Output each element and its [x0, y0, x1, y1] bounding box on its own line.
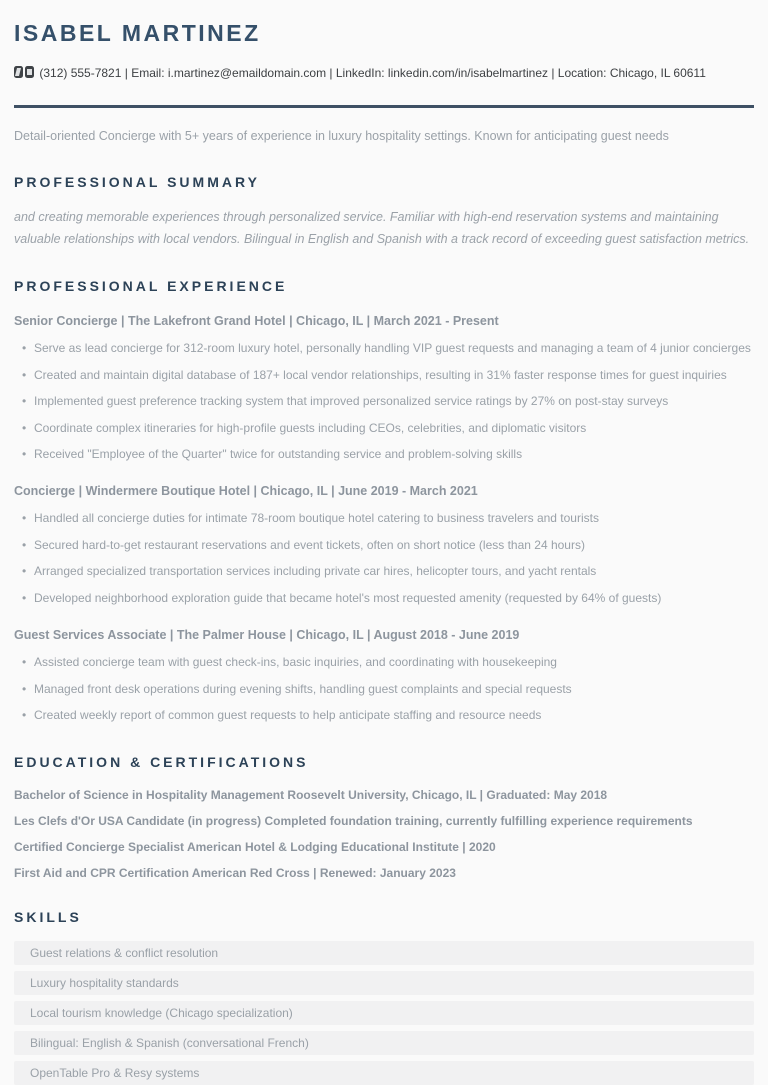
job-bullet-list — [14, 339, 754, 464]
skill-item: Luxury hospitality standards — [14, 971, 754, 995]
section-heading-skills: SKILLS — [14, 908, 82, 925]
skill-item: Bilingual: English & Spanish (conversational French) — [14, 1031, 754, 1055]
job-bullet-list — [14, 509, 754, 608]
job-bullet: • Developed neighborhood exploration guide that became hotel's most requested amenity (requested by 64% of guests) — [22, 589, 754, 608]
contact-line — [14, 66, 754, 80]
job-bullet: • Handled all concierge duties for intimate 78-room boutique hotel catering to business travelers and tourists — [22, 509, 754, 528]
job-bullet: • Created and maintain digital database of 187+ local vendor relationships, resulting in 31% faster response times for guest inquiries — [22, 366, 754, 385]
education-item: First Aid and CPR Certification American Red Cross | Renewed: January 2023 — [14, 865, 456, 880]
skill-item: OpenTable Pro & Resy systems — [14, 1061, 754, 1085]
summary-text: and creating memorable experiences through personalized service. Familiar with high-end reservation systems and maintaining valuable relationships with local vendors. Bilingual in English and Spanish with a track record of exceeding guest satisfaction metrics. — [14, 209, 750, 246]
education-list — [14, 787, 754, 881]
education-item: Bachelor of Science in Hospitality Management Roosevelt University, Chicago, IL | Graduated: May 2018 — [14, 787, 608, 802]
section-heading-experience: PROFESSIONAL EXPERIENCE — [14, 278, 288, 295]
section-heading-summary: PROFESSIONAL SUMMARY — [14, 173, 260, 190]
page-title: ISABEL MARTINEZ — [14, 20, 261, 46]
intro-text: Detail-oriented Concierge with 5+ years of experience in luxury hospitality settings. Known for anticipating guest needs — [14, 129, 669, 143]
skills-list — [14, 941, 754, 1085]
job-title: Guest Services Associate | The Palmer House | Chicago, IL | August 2018 - June 2019 — [14, 628, 520, 643]
job-bullet: • Serve as lead concierge for 312-room luxury hotel, personally handling VIP guest requests and managing a team of 4 junior concierges — [22, 339, 754, 358]
job-bullet: • Received "Employee of the Quarter" twice for outstanding service and problem-solving skills — [22, 445, 754, 464]
job-bullet: • Managed front desk operations during evening shifts, handling guest complaints and special requests — [22, 680, 754, 699]
job-bullet: • Created weekly report of common guest requests to help anticipate staffing and resource needs — [22, 706, 754, 725]
job-bullet: • Assisted concierge team with guest check-ins, basic inquiries, and coordinating with housekeeping — [22, 653, 754, 672]
job-bullet-list — [14, 653, 754, 725]
section-heading-education: EDUCATION & CERTIFICATIONS — [14, 753, 309, 770]
job-bullet: • Coordinate complex itineraries for high-profile guests including CEOs, celebrities, and diplomatic visitors — [22, 419, 754, 438]
education-item: Certified Concierge Specialist American Hotel & Lodging Educational Institute | 2020 — [14, 839, 496, 854]
contact-text: (312) 555-7821 | Email: i.martinez@emaildomain.com | LinkedIn: linkedin.com/in/isabelmartinez | Location: Chicago, IL 60611 — [39, 66, 706, 80]
job-bullet: • Implemented guest preference tracking system that improved personalized service ratings by 27% on post-stay surveys — [22, 392, 754, 411]
skill-item: Guest relations & conflict resolution — [14, 941, 754, 965]
phone-emoji-icon — [25, 66, 34, 78]
education-item: Les Clefs d'Or USA Candidate (in progress) Completed foundation training, currently fulfilling experience requirements — [14, 813, 693, 828]
job-bullet: • Arranged specialized transportation services including private car hires, helicopter tours, and yacht rentals — [22, 562, 754, 581]
header-divider — [14, 105, 754, 108]
skill-item: Local tourism knowledge (Chicago specialization) — [14, 1001, 754, 1025]
phone-emoji-icon — [14, 66, 23, 78]
job-title: Senior Concierge | The Lakefront Grand Hotel | Chicago, IL | March 2021 - Present — [14, 314, 499, 329]
job-title: Concierge | Windermere Boutique Hotel | Chicago, IL | June 2019 - March 2021 — [14, 484, 478, 499]
job-bullet: • Secured hard-to-get restaurant reservations and event tickets, often on short notice (less than 24 hours) — [22, 536, 754, 555]
